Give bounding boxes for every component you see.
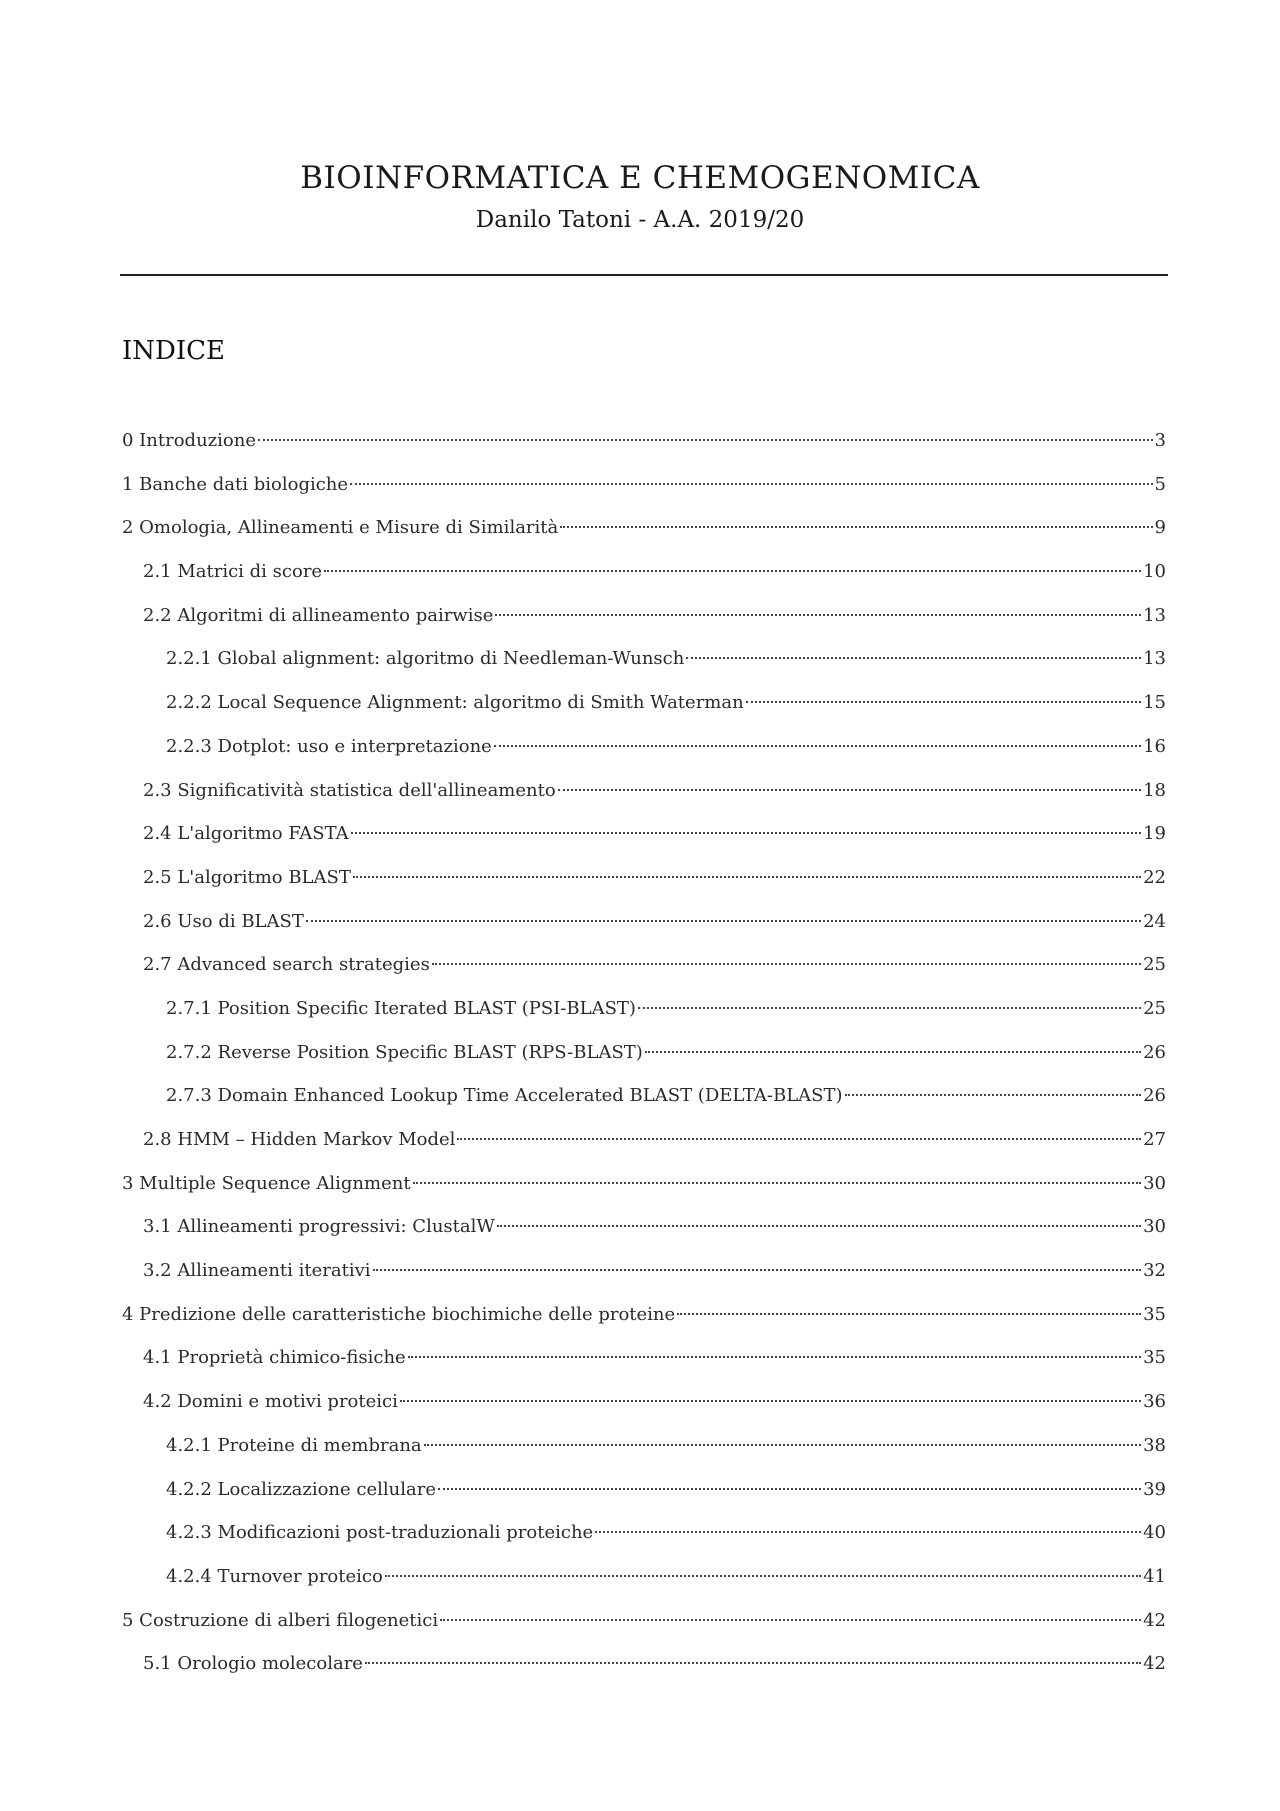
toc-dot-leader: [686, 657, 1141, 659]
toc-dot-leader: [497, 1225, 1141, 1227]
toc-entry[interactable]: [122, 1647, 1166, 1691]
toc-entry-label[interactable]: 4 Predizione delle caratteristiche biochimiche delle proteine: [122, 1303, 676, 1325]
toc-entry-label[interactable]: 4.2.3 Modificazioni post-traduzionali proteiche: [166, 1522, 594, 1544]
toc-entry-label[interactable]: 2 Omologia, Allineamenti e Misure di Similarità: [122, 517, 559, 539]
toc-dot-leader: [440, 1619, 1141, 1621]
toc-entry[interactable]: [122, 1604, 1166, 1648]
toc-entry-page-number[interactable]: 41: [1143, 1565, 1166, 1587]
toc-dot-leader: [638, 1007, 1141, 1009]
toc-dot-leader: [350, 483, 1152, 485]
toc-dot-leader: [324, 570, 1141, 572]
toc-entry-label[interactable]: 2.8 HMM – Hidden Markov Model: [143, 1129, 456, 1150]
toc-entry[interactable]: [122, 1298, 1166, 1342]
toc-entry-page-number[interactable]: 40: [1143, 1522, 1166, 1544]
toc-entry-page-number[interactable]: 42: [1143, 1609, 1166, 1631]
toc-entry-page-number[interactable]: 13: [1143, 648, 1166, 670]
toc-entry-page-number[interactable]: 22: [1143, 866, 1166, 888]
toc-dot-leader: [595, 1531, 1141, 1533]
toc-dot-leader: [351, 832, 1142, 834]
document-title: BIOINFORMATICA E CHEMOGENOMICA: [300, 160, 980, 196]
toc-entry[interactable]: [122, 642, 1166, 686]
toc-entry[interactable]: [122, 599, 1166, 643]
toc-dot-leader: [365, 1662, 1141, 1664]
toc-dot-leader: [385, 1575, 1141, 1577]
toc-entry[interactable]: [122, 1210, 1166, 1254]
toc-entry-page-number[interactable]: 24: [1143, 910, 1166, 932]
toc-entry-page-number[interactable]: 18: [1143, 779, 1166, 801]
toc-entry-page-number[interactable]: 25: [1143, 954, 1166, 976]
toc-entry[interactable]: [122, 1429, 1166, 1473]
toc-entry[interactable]: [122, 511, 1166, 555]
toc-entry-label[interactable]: 3.1 Allineamenti progressivi: ClustalW: [143, 1216, 495, 1238]
toc-entry[interactable]: [122, 1385, 1166, 1429]
toc-entry[interactable]: [122, 1079, 1166, 1123]
toc-entry[interactable]: [122, 1516, 1166, 1560]
toc-entry[interactable]: [122, 774, 1166, 818]
toc-entry[interactable]: [122, 817, 1166, 861]
toc-entry-page-number[interactable]: 26: [1143, 1085, 1166, 1107]
toc-dot-leader: [400, 1400, 1141, 1402]
toc-entry-label[interactable]: 2.6 Uso di BLAST: [143, 910, 304, 932]
toc-entry[interactable]: [122, 424, 1166, 468]
toc-entry-page-number[interactable]: 16: [1143, 735, 1166, 757]
toc-dot-leader: [353, 876, 1141, 878]
toc-dot-leader: [677, 1313, 1141, 1315]
toc-dot-leader: [845, 1094, 1142, 1096]
toc-entry-page-number[interactable]: 5: [1154, 473, 1166, 495]
toc-dot-leader: [457, 1138, 1141, 1140]
document-subtitle: Danilo Tatoni - A.A. 2019/20: [475, 207, 805, 233]
toc-entry-page-number[interactable]: 25: [1143, 997, 1166, 1019]
toc-entry-page-number[interactable]: 9: [1154, 517, 1166, 539]
toc-entry[interactable]: [122, 905, 1166, 949]
toc-entry-label[interactable]: 3 Multiple Sequence Alignment: [122, 1172, 411, 1194]
toc-entry-page-number[interactable]: 42: [1143, 1653, 1166, 1675]
toc-entry-page-number[interactable]: 13: [1143, 604, 1166, 626]
toc-entry-page-number[interactable]: 38: [1143, 1434, 1166, 1456]
toc-entry-page-number[interactable]: 27: [1143, 1129, 1166, 1150]
toc-dot-leader: [558, 789, 1141, 791]
toc-entry-label[interactable]: 2.2.3 Dotplot: uso e interpretazione: [166, 735, 492, 757]
toc-entry[interactable]: [122, 1473, 1166, 1517]
toc-dot-leader: [424, 1444, 1141, 1446]
toc-dot-leader: [495, 614, 1141, 616]
toc-entry-page-number[interactable]: 35: [1143, 1303, 1166, 1325]
toc-entry-page-number[interactable]: 36: [1143, 1391, 1166, 1413]
toc-dot-leader: [408, 1356, 1141, 1358]
toc-entry[interactable]: [122, 1167, 1166, 1211]
toc-entry[interactable]: [122, 1036, 1166, 1080]
toc-entry-label[interactable]: 2.1 Matrici di score: [143, 561, 323, 583]
toc-entry-page-number[interactable]: 30: [1143, 1216, 1166, 1238]
toc-entry[interactable]: [122, 468, 1166, 512]
toc-entry-label[interactable]: 3.2 Allineamenti iterativi: [143, 1260, 371, 1282]
toc-entry-label[interactable]: 2.7 Advanced search strategies: [143, 954, 430, 976]
toc-entry-label[interactable]: 4.2.2 Localizzazione cellulare: [166, 1478, 436, 1500]
toc-entry-label[interactable]: 2.7.2 Reverse Position Specific BLAST (RPS-BLAST): [166, 1041, 643, 1063]
table-of-contents: [122, 424, 1166, 1691]
index-heading: INDICE: [122, 336, 226, 366]
toc-entry-label[interactable]: 4.1 Proprietà chimico-fisiche: [143, 1347, 406, 1369]
toc-entry-label[interactable]: 2.2.2 Local Sequence Alignment: algoritmo di Smith Waterman: [166, 692, 744, 714]
toc-entry[interactable]: [122, 1560, 1166, 1604]
toc-entry[interactable]: [122, 1123, 1166, 1167]
toc-entry[interactable]: [122, 948, 1166, 992]
toc-entry-label[interactable]: 2.4 L'algoritmo FASTA: [143, 823, 349, 845]
toc-dot-leader: [560, 526, 1152, 528]
toc-entry-label[interactable]: 4.2.1 Proteine di membrana: [166, 1434, 422, 1456]
toc-entry-page-number[interactable]: 30: [1143, 1172, 1166, 1194]
toc-entry[interactable]: [122, 1254, 1166, 1298]
toc-entry-label[interactable]: 4.2 Domini e motivi proteici: [143, 1391, 398, 1413]
toc-entry-label[interactable]: 2.7.3 Domain Enhanced Lookup Time Accelerated BLAST (DELTA-BLAST): [166, 1085, 843, 1107]
toc-dot-leader: [413, 1182, 1142, 1184]
toc-dot-leader: [746, 701, 1141, 703]
toc-entry-label[interactable]: 5 Costruzione di alberi filogenetici: [122, 1609, 439, 1631]
toc-dot-leader: [438, 1488, 1141, 1490]
toc-entry-page-number[interactable]: 39: [1143, 1478, 1166, 1500]
toc-entry[interactable]: [122, 861, 1166, 905]
toc-entry-label[interactable]: 4.2.4 Turnover proteico: [166, 1565, 383, 1587]
toc-entry-label[interactable]: 2.3 Significatività statistica dell'allineamento: [143, 779, 556, 801]
toc-entry-page-number[interactable]: 15: [1143, 692, 1166, 714]
toc-entry-page-number[interactable]: 10: [1143, 561, 1166, 583]
toc-dot-leader: [306, 920, 1141, 922]
toc-entry-page-number[interactable]: 35: [1143, 1347, 1166, 1369]
toc-dot-leader: [258, 439, 1153, 441]
toc-entry[interactable]: [122, 1341, 1166, 1385]
toc-entry-page-number[interactable]: 26: [1143, 1041, 1166, 1063]
toc-dot-leader: [432, 963, 1141, 965]
toc-entry-label[interactable]: 2.7.1 Position Specific Iterated BLAST (PSI-BLAST): [166, 997, 636, 1019]
toc-entry-label[interactable]: 0 Introduzione: [122, 430, 256, 451]
title-divider: [120, 274, 1168, 276]
toc-entry-page-number[interactable]: 19: [1143, 823, 1166, 845]
toc-dot-leader: [494, 745, 1141, 747]
toc-entry-label[interactable]: 1 Banche dati biologiche: [122, 473, 349, 495]
toc-entry[interactable]: [122, 730, 1166, 774]
toc-entry[interactable]: [122, 555, 1166, 599]
toc-entry-label[interactable]: 2.5 L'algoritmo BLAST: [143, 866, 351, 888]
toc-entry-label[interactable]: 2.2 Algoritmi di allineamento pairwise: [143, 604, 494, 626]
toc-dot-leader: [645, 1051, 1141, 1053]
toc-dot-leader: [373, 1269, 1142, 1271]
toc-entry-page-number[interactable]: 32: [1143, 1260, 1166, 1282]
toc-entry-label[interactable]: 2.2.1 Global alignment: algoritmo di Needleman-Wunsch: [166, 648, 685, 670]
toc-entry[interactable]: [122, 992, 1166, 1036]
toc-entry-page-number[interactable]: 3: [1154, 430, 1166, 451]
toc-entry-label[interactable]: 5.1 Orologio molecolare: [143, 1653, 363, 1675]
toc-entry[interactable]: [122, 686, 1166, 730]
